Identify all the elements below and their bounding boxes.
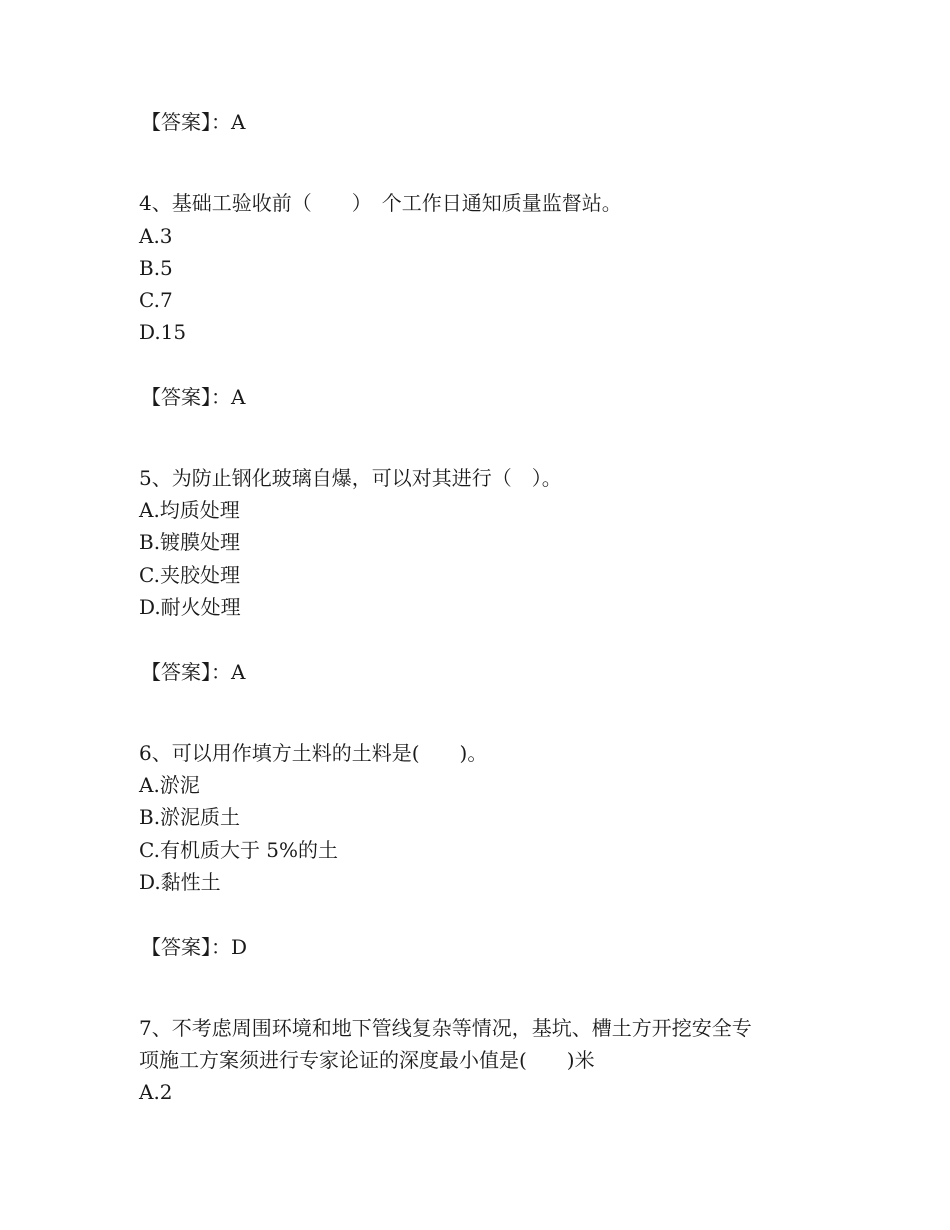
- option-b: B.镀膜处理: [139, 530, 241, 554]
- option-d: D.15: [139, 320, 187, 344]
- option-c: C.有机质大于 5%的土: [139, 838, 339, 862]
- option-d: D.黏性土: [139, 870, 221, 894]
- option-c: C.夹胶处理: [139, 563, 240, 587]
- question-stem: 4、基础工验收前（ ） 个工作日通知质量监督站。: [139, 191, 622, 215]
- question-stem: 5、为防止钢化玻璃自爆，可以对其进行（ ）。: [139, 466, 562, 490]
- option-a: A.均质处理: [139, 498, 240, 522]
- question-stem-line-2: 项施工方案须进行专家论证的深度最小值是( )米: [139, 1048, 595, 1072]
- answer-line: 【答案】：A: [141, 385, 246, 409]
- option-a: A.2: [139, 1080, 173, 1104]
- option-b: B.5: [139, 256, 173, 280]
- option-a: A.淤泥: [139, 773, 200, 797]
- option-a: A.3: [139, 224, 173, 248]
- question-stem: 6、可以用作填方土料的土料是( )。: [139, 741, 488, 765]
- answer-line: 【答案】：A: [141, 660, 246, 684]
- answer-line: 【答案】：D: [141, 935, 248, 959]
- option-b: B.淤泥质土: [139, 805, 241, 829]
- answer-line: 【答案】：A: [141, 110, 246, 134]
- option-d: D.耐火处理: [139, 595, 241, 619]
- question-stem-line-1: 7、不考虑周围环境和地下管线复杂等情况，基坑、槽土方开挖安全专: [139, 1016, 752, 1040]
- option-c: C.7: [139, 288, 173, 312]
